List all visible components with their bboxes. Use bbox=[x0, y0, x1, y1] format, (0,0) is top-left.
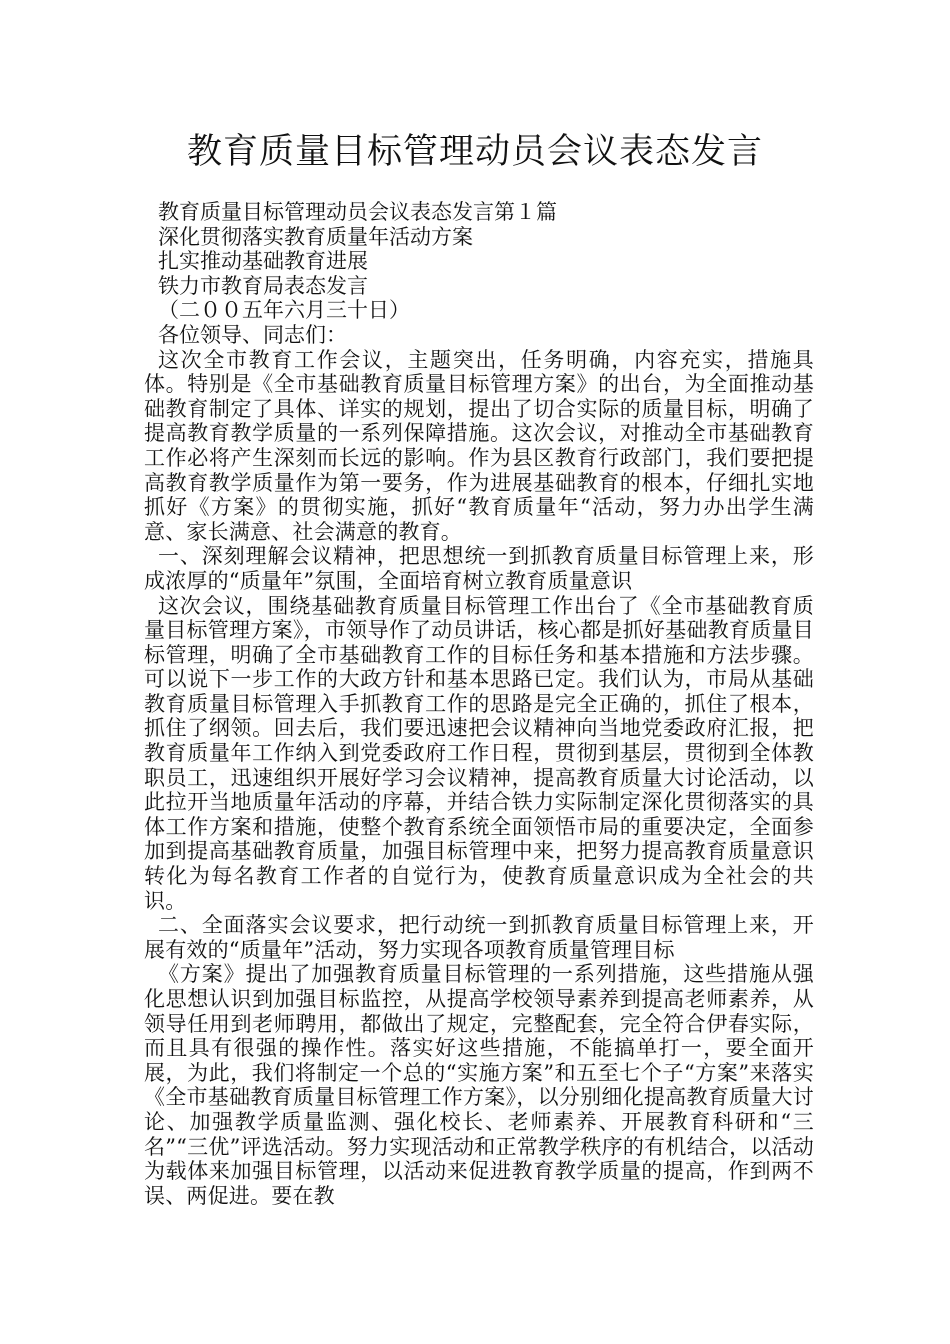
speaker-line: 铁力市教育局表态发言 bbox=[158, 273, 368, 298]
section-heading-paragraph: 一、深刻理解会议精神，把思想统一到抓教育质量目标管理上来，形成浓厚的“质量年”氛围，全面培育树立教育质量意识 bbox=[144, 544, 814, 593]
document-title: 教育质量目标管理动员会议表态发言 bbox=[186, 132, 763, 172]
body-paragraph: 《方案》提出了加强教育质量目标管理的一系列措施，这些措施从强化思想认识到加强目标监控，从提高学校领导素养到提高老师素养，从领导任用到老师聘用，都做出了规定，完整配套，完全符合伊春实际，而且具有很强的操作性。落实好这些措施，不能搞单打一，要全面开展，为此，我们将制定一个总的“实施方案”和五至七个子“方案”来落实《全市基础教育质量目标管理工作方案》，以分别细化提高教育质量大讨论、加强教学质量监测、强化校长、老师素养、开展教育科研和“三名”“三优”评选活动。努力实现活动和正常教学秩序的有机结合，以活动为载体来加强目标管理，以活动来促进教育教学质量的提高，作到两不误、两促进。要在教 bbox=[144, 962, 814, 1208]
section-heading: 教育质量目标管理动员会议表态发言第１篇 bbox=[158, 200, 557, 224]
body-paragraph: 这次全市教育工作会议，主题突出，任务明确，内容充实，措施具体。特别是《全市基础教育质量目标管理方案》的出台，为全面推动基础教育制定了具体、详实的规划，提出了切合实际的质量目标，明确了提高教育教学质量的一系列保障措施。这次会议，对推动全市基础教育工作必将产生深刻而长远的影响。作为县区教育行政部门，我们要把提高教育教学质量作为第一要务，作为进展基础教育的根本，仔细扎实地抓好《方案》的贯彻实施，抓好“教育质量年“活动，努力办出学生满意、家长满意、社会满意的教育。 bbox=[144, 347, 814, 544]
subtitle-line: 扎实推动基础教育进展 bbox=[158, 249, 368, 274]
subtitle-line: 深化贯彻落实教育质量年活动方案 bbox=[158, 224, 473, 249]
body-paragraph: 这次会议，围绕基础教育质量目标管理工作出台了《全市基础教育质量目标管理方案》，市领导作了动员讲话，核心都是抓好基础教育质量目标管理，明确了全市基础教育工作的目标任务和基本措施和方法步骤。可以说下一步工作的大政方针和基本思路已定。我们认为，市局从基础教育质量目标管理入手抓教育工作的思路是完全正确的，抓住了根本，抓住了纲领。回去后，我们要迅速把会议精神向当地党委政府汇报，把教育质量年工作纳入到党委政府工作日程，贯彻到基层，贯彻到全体教职员工，迅速组织开展好学习会议精神，提高教育质量大讨论活动，以此拉开当地质量年活动的序幕，并结合铁力实际制定深化贯彻落实的具体工作方案和措施，使整个教育系统全面领悟市局的重要决定，全面参加到提高基础教育质量，加强目标管理中来，把努力提高教育质量意识转化为每名教育工作者的自觉行为，使教育质量意识成为全社会的共识。 bbox=[144, 593, 814, 913]
date-line: （二００五年六月三十日） bbox=[158, 298, 410, 323]
salutation-line: 各位领导、同志们： bbox=[158, 322, 347, 347]
document-body bbox=[144, 200, 814, 1208]
section-heading-paragraph: 二、全面落实会议要求，把行动统一到抓教育质量目标管理上来，开展有效的“质量年”活动，努力实现各项教育质量管理目标 bbox=[144, 913, 814, 962]
